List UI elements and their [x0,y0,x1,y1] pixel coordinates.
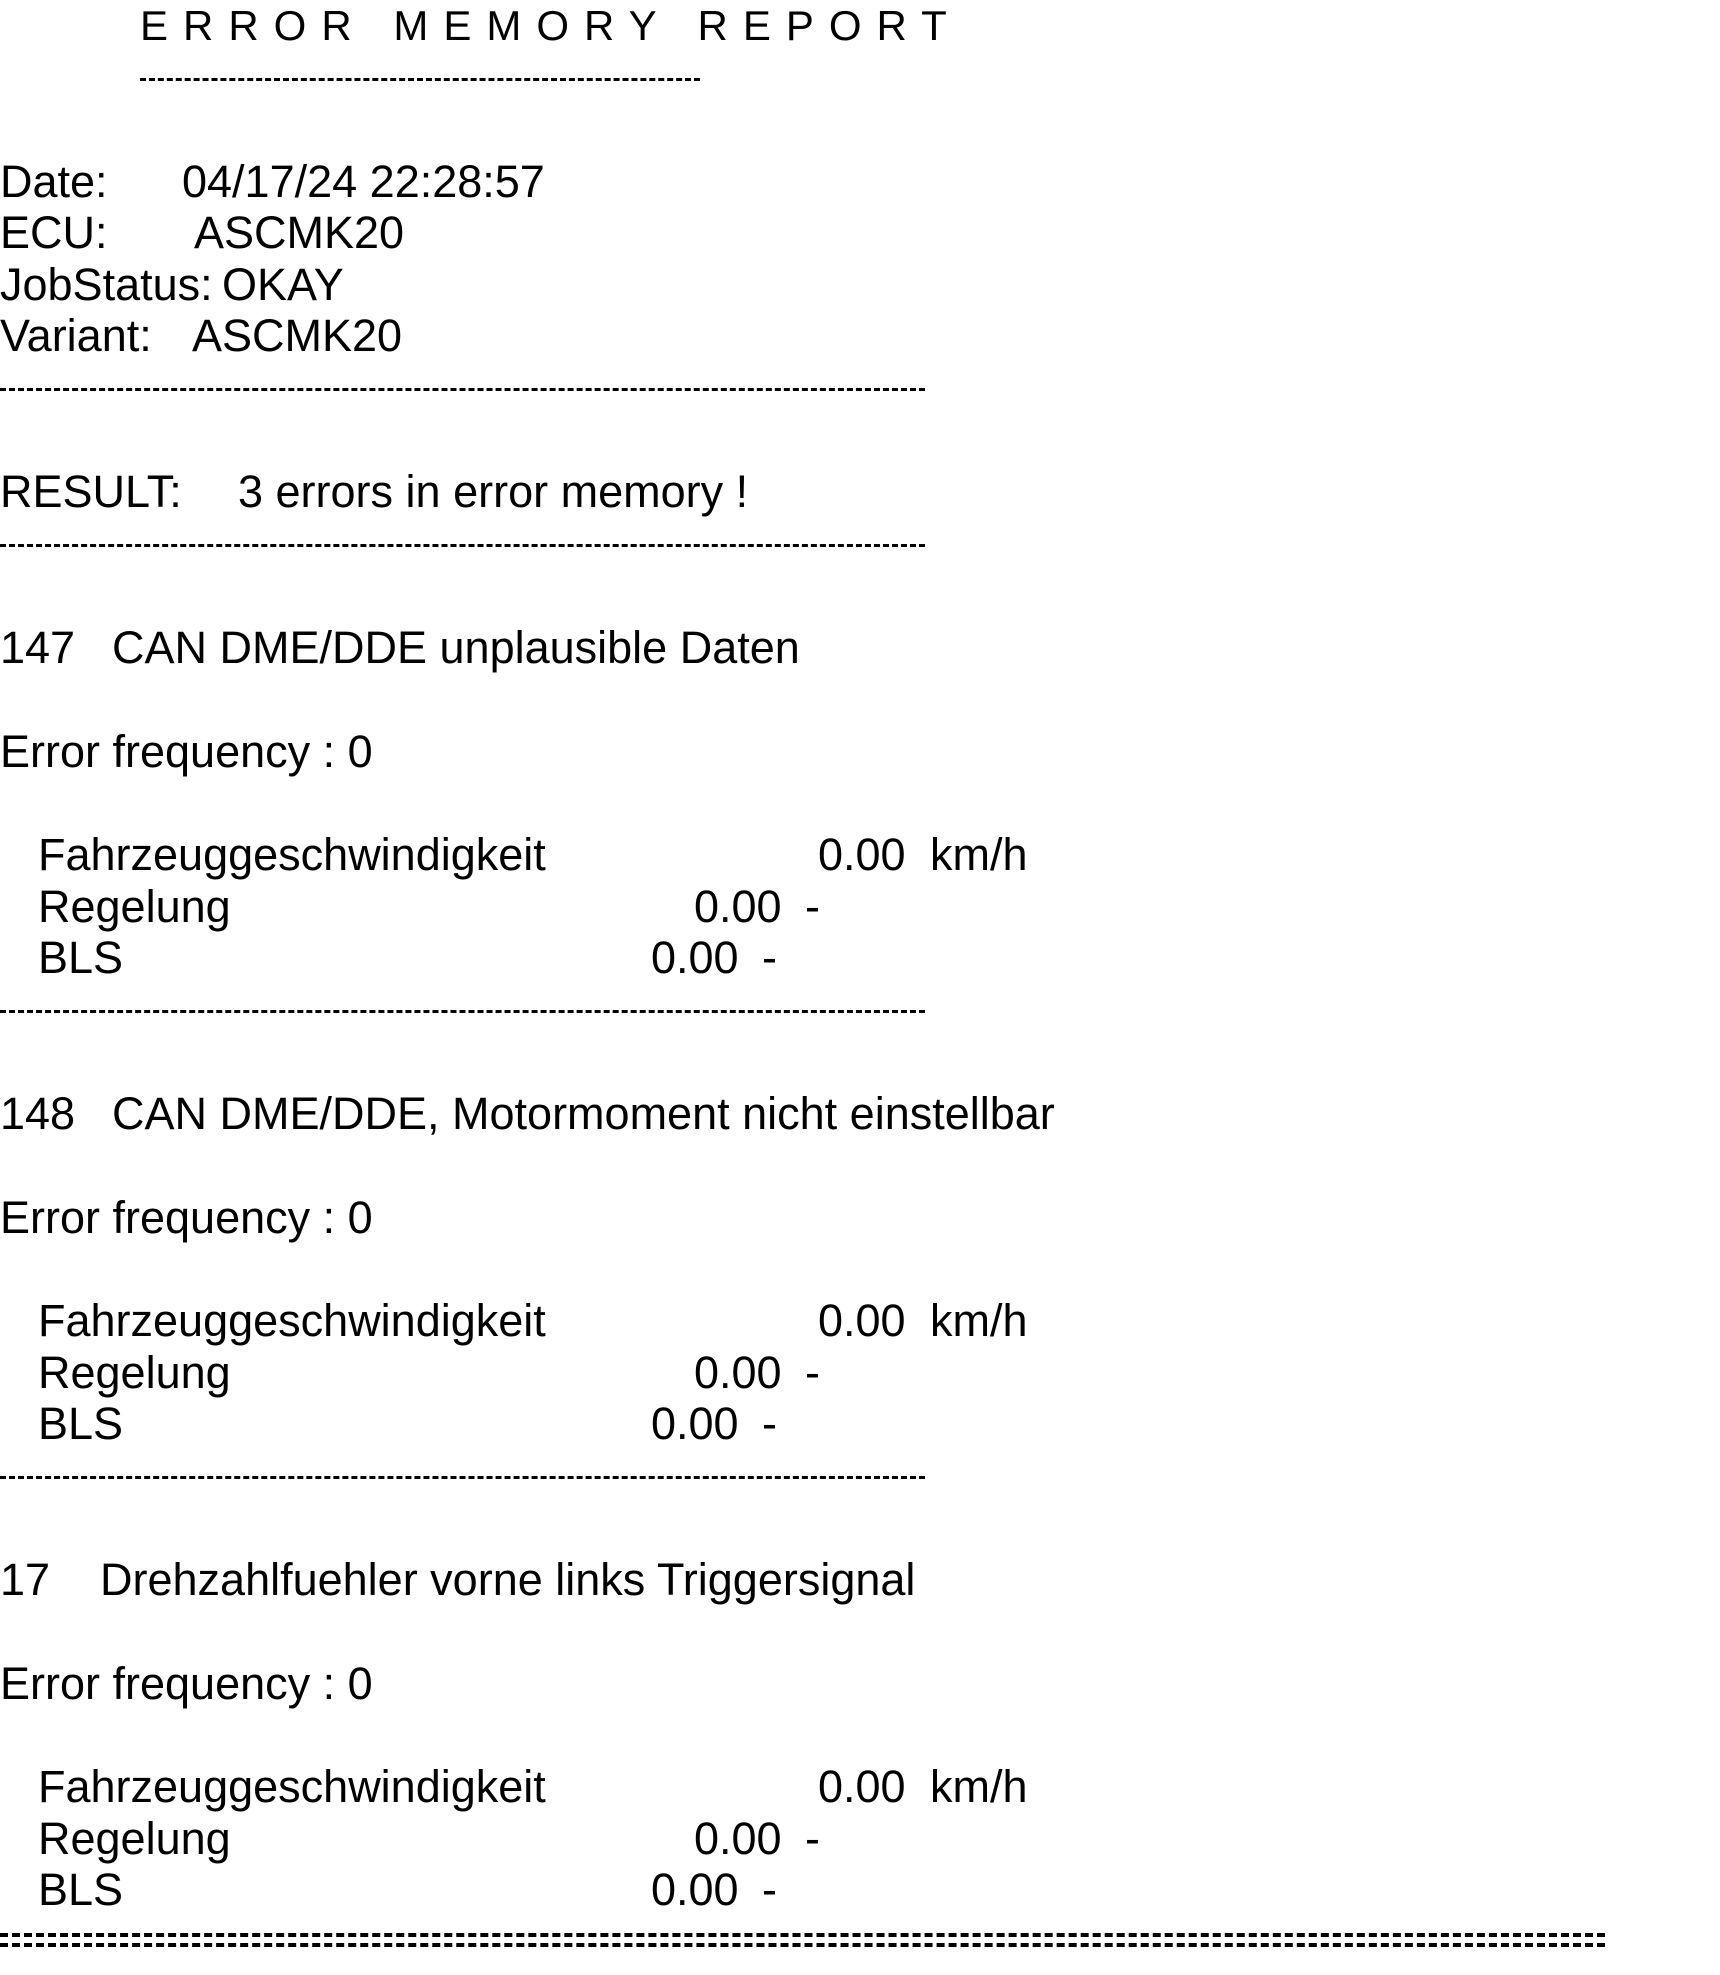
error-description: Drehzahlfuehler vorne links Triggersignal [100,1554,916,1605]
param-unit: km/h [930,1761,1028,1812]
ecu-value: ASCMK20 [194,207,405,258]
error-description: CAN DME/DDE unplausible Daten [112,622,800,673]
error-code: 148 [0,1088,76,1139]
separator [0,388,925,391]
param-value: 0.00 [694,1347,782,1398]
error-code: 147 [0,622,76,673]
error-code: 17 [0,1554,51,1605]
jobstatus-value: OKAY [222,259,344,310]
param-value: 0.00 [694,1813,782,1864]
param-unit: - [762,1398,777,1449]
variant-label: Variant: [0,310,152,361]
param-value: 0.00 [818,829,906,880]
param-name: Fahrzeuggeschwindigkeit [38,1761,546,1812]
param-unit: - [762,932,777,983]
jobstatus-label: JobStatus: [0,259,213,310]
separator [0,1476,925,1479]
error-description: CAN DME/DDE, Motormoment nicht einstellbar [112,1088,1055,1139]
param-value: 0.00 [818,1761,906,1812]
param-value: 0.00 [651,932,739,983]
error-frequency: Error frequency : 0 [0,726,373,777]
separator [0,1010,925,1013]
error-frequency: Error frequency : 0 [0,1658,373,1709]
separator [0,544,925,547]
param-unit: - [805,1813,820,1864]
date-label: Date: [0,156,108,207]
param-value: 0.00 [694,881,782,932]
param-name: Regelung [38,1347,231,1398]
report-title: ERROR MEMORY REPORT [140,2,962,49]
param-value: 0.00 [818,1295,906,1346]
param-name: Regelung [38,881,231,932]
param-unit: - [805,881,820,932]
ecu-label: ECU: [0,207,108,258]
date-value: 04/17/24 22:28:57 [182,156,545,207]
param-name: BLS [38,1398,124,1449]
variant-value: ASCMK20 [192,310,403,361]
param-value: 0.00 [651,1864,739,1915]
error-frequency: Error frequency : 0 [0,1192,373,1243]
result-value: 3 errors in error memory ! [238,466,749,517]
result-label: RESULT: [0,466,182,517]
param-unit: km/h [930,829,1028,880]
end-separator [0,1933,1605,1947]
param-value: 0.00 [651,1398,739,1449]
param-name: Fahrzeuggeschwindigkeit [38,829,546,880]
param-unit: - [805,1347,820,1398]
param-name: BLS [38,932,124,983]
param-name: Fahrzeuggeschwindigkeit [38,1295,546,1346]
param-name: Regelung [38,1813,231,1864]
param-name: BLS [38,1864,124,1915]
title-underline [140,78,700,81]
param-unit: - [762,1864,777,1915]
param-unit: km/h [930,1295,1028,1346]
